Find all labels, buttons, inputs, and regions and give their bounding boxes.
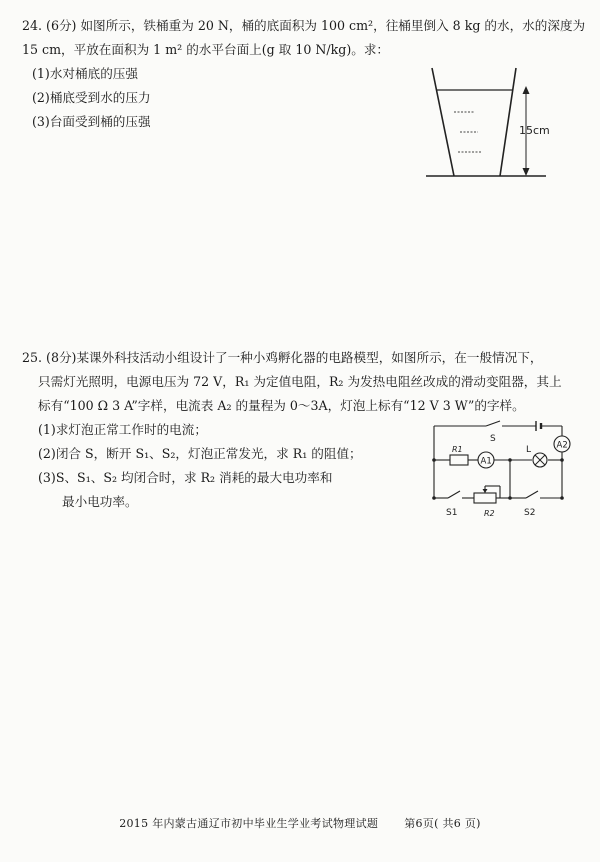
bucket-right-wall <box>500 68 516 176</box>
q25-part-3: (3)S、S₁、S₂ 均闭合时，求 R₂ 消耗的最大电功率和 <box>38 470 333 485</box>
depth-label: 15cm <box>519 124 550 137</box>
q24-part-3: (3)台面受到桶的压强 <box>32 114 151 129</box>
svg-text:L: L <box>526 445 532 455</box>
bucket-figure <box>420 62 550 184</box>
svg-text:A2: A2 <box>556 440 568 451</box>
switch-s2 <box>526 491 538 498</box>
q25-part-3-cont: 最小电功率。 <box>62 494 138 509</box>
svg-text:R2: R2 <box>484 509 495 518</box>
svg-text:S1: S1 <box>446 508 458 518</box>
q25-part-2: (2)闭合 S，断开 S₁、S₂，灯泡正常发光，求 R₁ 的阻值； <box>38 446 362 461</box>
q24-part-1: (1)水对桶底的压强 <box>32 66 138 81</box>
footer-page-number: 第6页( 共6 页) <box>404 817 481 830</box>
q24-part-2: (2)桶底受到水的压力 <box>32 90 151 105</box>
footer-title: 2015 年内蒙古通辽市初中毕业生学业考试物理试题 <box>119 817 379 830</box>
q25-stem-line-2: 只需灯光照明，电源电压为 72 V，R₁ 为定值电阻，R₂ 为发热电阻丝改成的滑动变阻器，其上 <box>38 374 562 389</box>
switch-s <box>486 421 500 426</box>
q24-stem-line-1: 24. (6分) 如图所示，铁桶重为 20 N，桶的底面积为 100 cm²，往桶里倒入 8 kg 的水，水的深度为 <box>22 18 586 33</box>
q25-stem-line-1: 25. (8分)某课外科技活动小组设计了一种小鸡孵化器的电路模型，如图所示，在一般情况下， <box>22 350 543 365</box>
svg-text:S: S <box>490 434 496 444</box>
resistor-r2 <box>474 493 496 503</box>
svg-text:A1: A1 <box>480 456 492 467</box>
resistor-r1 <box>450 455 468 465</box>
svg-text:R1: R1 <box>452 445 463 454</box>
q25-part-1: (1)求灯泡正常工作时的电流； <box>38 422 207 437</box>
bucket-left-wall <box>432 68 454 176</box>
q24-stem-line-2: 15 cm，平放在面积为 1 m² 的水平台面上(g 取 10 N/kg)。求： <box>22 42 390 57</box>
lamp-l <box>533 453 547 467</box>
circuit-diagram <box>428 420 578 522</box>
svg-text:S2: S2 <box>524 508 536 518</box>
q25-stem-line-3: 标有“100 Ω 3 A”字样，电流表 A₂ 的量程为 0～3A，灯泡上标有“12 V 3 W”的字样。 <box>38 398 525 413</box>
page-footer <box>0 815 600 831</box>
switch-s1 <box>448 491 460 498</box>
